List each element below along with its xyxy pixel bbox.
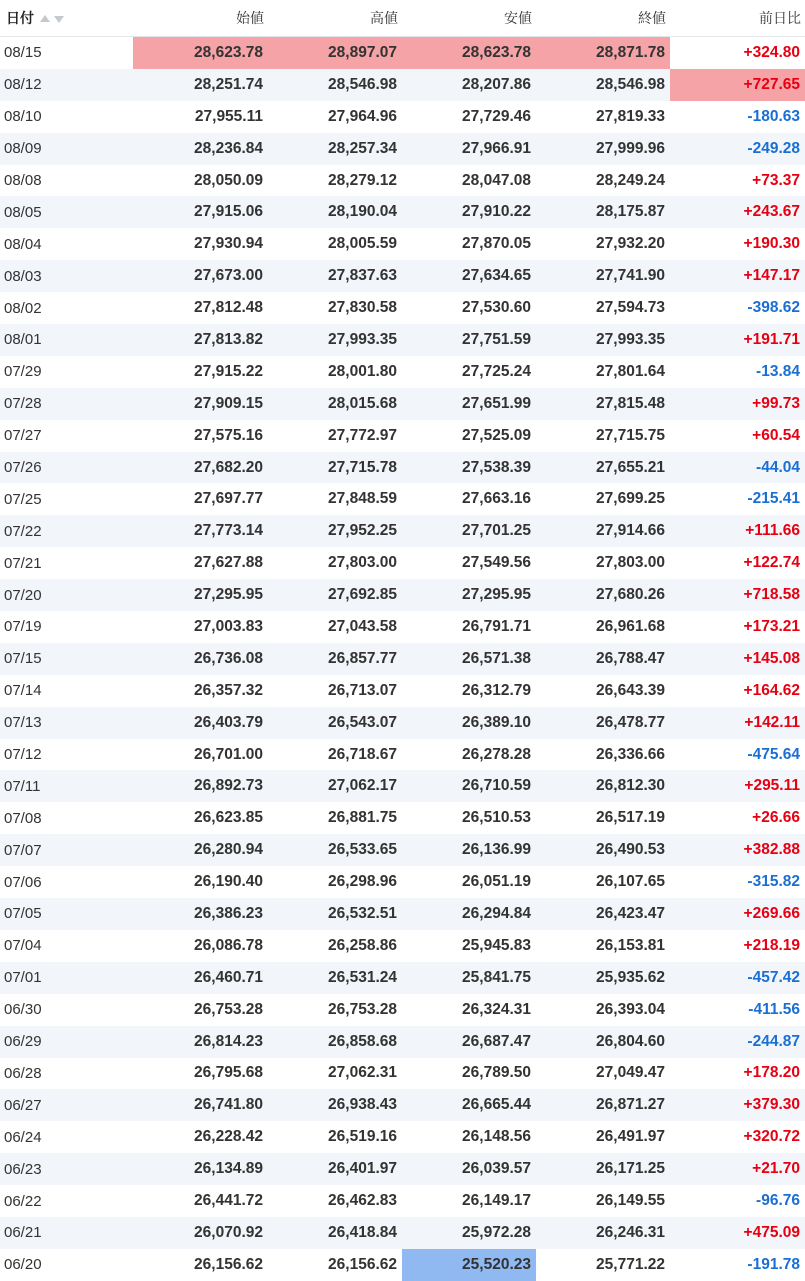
cell-low: 27,725.24	[462, 362, 531, 380]
cell-date: 07/14	[4, 682, 42, 700]
cell-date: 07/11	[4, 777, 41, 795]
cell-close: 27,699.25	[596, 490, 665, 508]
table-row	[0, 707, 805, 739]
cell-date: 07/28	[4, 395, 42, 413]
cell-change: -315.82	[747, 873, 800, 891]
cell-date: 06/30	[4, 1001, 42, 1019]
cell-close: 27,993.35	[596, 330, 665, 348]
cell-close: 26,246.31	[596, 1223, 665, 1241]
table-row	[0, 388, 805, 420]
cell-high: 26,753.28	[328, 1000, 397, 1018]
cell-high: 27,993.35	[328, 330, 397, 348]
table-row	[0, 834, 805, 866]
cell-high: 26,543.07	[328, 713, 397, 731]
cell-open: 28,251.74	[194, 75, 263, 93]
column-header-date-label: 日付	[6, 10, 34, 26]
cell-change: -44.04	[756, 458, 800, 476]
cell-close: 27,803.00	[596, 554, 665, 572]
cell-high: 28,897.07	[268, 37, 402, 69]
cell-low: 27,663.16	[462, 490, 531, 508]
table-row	[0, 1249, 805, 1281]
cell-high: 26,156.62	[328, 1255, 397, 1273]
cell-open: 26,460.71	[194, 968, 263, 986]
cell-date: 06/20	[4, 1256, 42, 1274]
cell-open: 27,575.16	[194, 426, 263, 444]
cell-high: 27,062.31	[328, 1064, 397, 1082]
cell-open: 27,909.15	[194, 394, 263, 412]
cell-high: 26,533.65	[328, 841, 397, 859]
table-row	[0, 994, 805, 1026]
table-row	[0, 69, 805, 101]
table-row	[0, 930, 805, 962]
cell-change: +320.72	[743, 1128, 800, 1146]
cell-open: 27,813.82	[194, 330, 263, 348]
cell-close: 25,771.22	[596, 1255, 665, 1273]
cell-close: 27,914.66	[596, 522, 665, 540]
cell-close: 26,517.19	[596, 809, 665, 827]
table-row	[0, 1121, 805, 1153]
table-row	[0, 1026, 805, 1058]
cell-change: +718.58	[743, 586, 800, 604]
cell-open: 27,915.22	[194, 362, 263, 380]
table-row	[0, 1089, 805, 1121]
cell-date: 07/06	[4, 873, 42, 891]
cell-close: 26,478.77	[596, 713, 665, 731]
cell-open: 26,701.00	[194, 745, 263, 763]
cell-date: 07/01	[4, 969, 42, 987]
cell-close: 26,149.55	[596, 1192, 665, 1209]
cell-date: 07/21	[4, 554, 42, 572]
table-row	[0, 579, 805, 611]
cell-date: 08/12	[4, 76, 42, 94]
cell-open: 26,228.42	[194, 1128, 263, 1146]
cell-low: 27,729.46	[462, 107, 531, 125]
cell-change: -13.84	[756, 362, 800, 380]
table-row	[0, 802, 805, 834]
cell-change: +475.09	[743, 1223, 800, 1241]
cell-low: 28,623.78	[402, 37, 536, 69]
table-row	[0, 452, 805, 484]
cell-low: 27,525.09	[462, 426, 531, 444]
cell-low: 25,945.83	[462, 936, 531, 954]
table-row	[0, 1153, 805, 1185]
cell-open: 26,753.28	[194, 1000, 263, 1018]
cell-close: 26,107.65	[596, 873, 665, 891]
column-header-open[interactable]: 始値	[236, 10, 264, 26]
cell-change: +73.37	[752, 171, 800, 189]
column-header-change[interactable]: 前日比	[759, 10, 801, 26]
table-header	[0, 0, 805, 37]
cell-low: 26,312.79	[462, 681, 531, 699]
cell-low: 27,651.99	[462, 394, 531, 412]
cell-change: +243.67	[743, 203, 800, 221]
cell-high: 26,858.68	[328, 1032, 397, 1050]
cell-low: 28,207.86	[462, 75, 531, 93]
sort-asc-icon[interactable]	[40, 15, 50, 22]
cell-low: 27,751.59	[462, 330, 531, 348]
cell-low: 26,389.10	[462, 713, 531, 731]
column-header-high[interactable]: 高値	[370, 10, 398, 26]
cell-low: 26,791.71	[462, 617, 531, 635]
cell-close: 27,715.75	[596, 426, 665, 444]
cell-high: 26,718.67	[328, 745, 397, 763]
cell-high: 27,043.58	[328, 617, 397, 635]
cell-close: 26,491.97	[596, 1128, 665, 1146]
cell-change: +164.62	[743, 681, 800, 699]
table-row	[0, 228, 805, 260]
column-header-low[interactable]: 安値	[504, 10, 532, 26]
cell-date: 08/02	[4, 299, 42, 317]
cell-open: 27,682.20	[194, 458, 263, 476]
cell-high: 26,258.86	[328, 936, 397, 954]
cell-open: 26,357.32	[194, 681, 263, 699]
cell-close: 27,801.64	[596, 362, 665, 380]
cell-change: -475.64	[747, 745, 800, 763]
cell-low: 26,665.44	[462, 1096, 531, 1114]
cell-high: 26,532.51	[328, 904, 397, 922]
cell-date: 06/23	[4, 1160, 42, 1178]
cell-change: +21.70	[752, 1160, 800, 1178]
cell-change: +190.30	[743, 235, 800, 253]
cell-low: 26,510.53	[462, 809, 531, 827]
sort-desc-icon[interactable]	[54, 16, 64, 23]
cell-change: +99.73	[752, 394, 800, 412]
cell-low: 25,841.75	[462, 968, 531, 986]
cell-open: 27,915.06	[194, 203, 263, 221]
cell-high: 26,881.75	[328, 809, 397, 827]
cell-open: 26,403.79	[194, 713, 263, 731]
cell-low: 27,295.95	[462, 586, 531, 604]
cell-date: 06/21	[4, 1224, 42, 1242]
cell-close: 26,961.68	[596, 617, 665, 635]
cell-close: 27,594.73	[596, 299, 665, 317]
cell-open: 26,070.92	[194, 1223, 263, 1241]
cell-open: 26,892.73	[194, 777, 263, 795]
cell-close: 28,249.24	[596, 171, 665, 189]
cell-low: 26,051.19	[462, 873, 531, 891]
cell-change: +269.66	[743, 904, 800, 922]
cell-date: 07/12	[4, 746, 42, 764]
table-row	[0, 739, 805, 771]
cell-date: 07/05	[4, 905, 42, 923]
cell-date: 07/29	[4, 363, 42, 381]
cell-open: 27,627.88	[194, 554, 263, 572]
cell-open: 26,814.23	[194, 1032, 263, 1050]
table-row	[0, 260, 805, 292]
cell-date: 08/08	[4, 172, 42, 189]
cell-date: 06/27	[4, 1096, 42, 1114]
sort-toggle[interactable]	[40, 1, 64, 37]
cell-open: 27,673.00	[194, 267, 263, 285]
cell-date: 07/08	[4, 809, 42, 827]
cell-high: 27,964.96	[328, 107, 397, 125]
cell-date: 07/04	[4, 937, 42, 955]
cell-change: +727.65	[670, 69, 805, 101]
cell-high: 27,830.58	[328, 299, 397, 317]
cell-date: 07/13	[4, 714, 42, 732]
cell-high: 26,298.96	[328, 873, 397, 891]
cell-change: +111.66	[745, 522, 800, 540]
cell-change: +178.20	[743, 1064, 800, 1082]
cell-close: 26,871.27	[596, 1096, 665, 1114]
cell-open: 27,697.77	[194, 490, 263, 508]
cell-high: 28,279.12	[328, 171, 397, 189]
cell-low: 27,530.60	[462, 299, 531, 317]
cell-low: 26,324.31	[462, 1000, 531, 1018]
cell-low: 27,910.22	[462, 203, 531, 221]
cell-close: 26,643.39	[596, 681, 665, 699]
table-row	[0, 483, 805, 515]
cell-high: 28,257.34	[328, 139, 397, 157]
column-header-close[interactable]: 終値	[638, 10, 666, 26]
cell-change: +122.74	[743, 554, 800, 572]
table-row	[0, 866, 805, 898]
cell-date: 08/15	[4, 44, 42, 62]
cell-close: 27,655.21	[596, 458, 665, 476]
table-row	[0, 515, 805, 547]
cell-open: 26,623.85	[194, 809, 263, 827]
cell-date: 08/09	[4, 140, 42, 158]
table-row	[0, 675, 805, 707]
cell-high: 28,005.59	[328, 235, 397, 253]
cell-date: 08/03	[4, 267, 42, 285]
cell-open: 28,050.09	[194, 171, 263, 189]
table-row	[0, 1217, 805, 1249]
cell-close: 27,741.90	[596, 267, 665, 285]
cell-high: 27,837.63	[328, 267, 397, 285]
cell-open: 27,930.94	[194, 235, 263, 253]
cell-close: 26,788.47	[596, 649, 665, 667]
cell-date: 06/29	[4, 1033, 42, 1051]
cell-close: 28,175.87	[596, 203, 665, 221]
cell-open: 28,623.78	[133, 37, 268, 69]
cell-low: 26,571.38	[462, 649, 531, 667]
cell-open: 26,134.89	[194, 1160, 263, 1178]
cell-change: -96.76	[756, 1192, 800, 1209]
table-row	[0, 420, 805, 452]
cell-close: 28,546.98	[596, 75, 665, 93]
cell-close: 26,490.53	[596, 841, 665, 859]
cell-high: 26,462.83	[328, 1192, 397, 1209]
cell-change: +173.21	[743, 617, 800, 635]
table-row	[0, 37, 805, 69]
cell-change: +295.11	[744, 777, 800, 795]
cell-low: 26,710.59	[462, 777, 531, 795]
table-body	[0, 37, 805, 1281]
cell-open: 27,003.83	[194, 617, 263, 635]
cell-date: 08/04	[4, 235, 42, 253]
cell-open: 27,773.14	[194, 522, 263, 540]
cell-high: 26,713.07	[328, 681, 397, 699]
cell-close: 27,999.96	[596, 139, 665, 157]
cell-high: 27,692.85	[328, 586, 397, 604]
cell-high: 27,952.25	[328, 522, 397, 540]
cell-low: 25,520.23	[402, 1249, 536, 1281]
cell-date: 07/27	[4, 427, 42, 445]
cell-open: 27,295.95	[194, 586, 263, 604]
table-row	[0, 292, 805, 324]
cell-high: 27,715.78	[328, 458, 397, 476]
table-row	[0, 547, 805, 579]
cell-low: 27,870.05	[462, 235, 531, 253]
cell-high: 28,546.98	[328, 75, 397, 93]
cell-date: 07/15	[4, 650, 42, 668]
cell-open: 26,190.40	[194, 873, 263, 891]
table-row	[0, 165, 805, 197]
table-row	[0, 770, 805, 802]
cell-low: 27,966.91	[462, 139, 531, 157]
cell-change: -398.62	[747, 299, 800, 317]
cell-open: 26,795.68	[194, 1064, 263, 1082]
cell-high: 27,848.59	[328, 490, 397, 508]
cell-open: 26,741.80	[194, 1096, 263, 1114]
cell-close: 26,171.25	[596, 1160, 665, 1178]
table-row	[0, 324, 805, 356]
cell-close: 27,049.47	[596, 1064, 665, 1082]
cell-high: 28,190.04	[328, 203, 397, 221]
cell-date: 07/26	[4, 459, 42, 477]
cell-high: 27,772.97	[328, 426, 397, 444]
cell-change: +379.30	[743, 1096, 800, 1114]
cell-close: 27,680.26	[596, 586, 665, 604]
cell-high: 26,418.84	[328, 1223, 397, 1241]
cell-change: +382.88	[743, 841, 800, 859]
cell-low: 25,972.28	[462, 1223, 531, 1241]
table-row	[0, 1185, 805, 1217]
cell-low: 26,789.50	[462, 1064, 531, 1082]
table-row	[0, 133, 805, 165]
cell-open: 27,955.11	[194, 107, 263, 125]
table-row	[0, 898, 805, 930]
cell-open: 26,441.72	[194, 1192, 263, 1209]
cell-change: +191.71	[743, 330, 800, 348]
cell-close: 26,336.66	[596, 745, 665, 763]
cell-date: 07/22	[4, 522, 42, 540]
cell-change: +218.19	[743, 936, 800, 954]
cell-close: 26,804.60	[596, 1032, 665, 1050]
cell-low: 26,148.56	[462, 1128, 531, 1146]
cell-high: 26,857.77	[328, 649, 397, 667]
cell-change: +60.54	[752, 426, 800, 444]
cell-close: 27,815.48	[596, 394, 665, 412]
cell-open: 26,156.62	[194, 1255, 263, 1273]
cell-change: +324.80	[743, 43, 800, 61]
table-row	[0, 611, 805, 643]
cell-low: 26,136.99	[462, 841, 531, 859]
table-row	[0, 1058, 805, 1090]
cell-open: 26,086.78	[194, 936, 263, 954]
cell-change: +142.11	[744, 713, 800, 731]
cell-low: 26,687.47	[462, 1032, 531, 1050]
cell-high: 27,062.17	[328, 777, 397, 795]
cell-date: 07/07	[4, 841, 42, 859]
cell-change: -215.41	[747, 490, 800, 508]
cell-close: 26,153.81	[596, 936, 665, 954]
cell-low: 26,278.28	[462, 745, 531, 763]
cell-low: 26,039.57	[462, 1160, 531, 1178]
column-header-date[interactable]	[0, 0, 133, 36]
cell-high: 26,938.43	[328, 1096, 397, 1114]
cell-open: 26,280.94	[194, 841, 263, 859]
table-row	[0, 196, 805, 228]
cell-change: -249.28	[747, 139, 800, 157]
cell-date: 06/24	[4, 1128, 42, 1146]
cell-close: 27,819.33	[596, 107, 665, 125]
cell-date: 07/19	[4, 618, 42, 636]
cell-change: -180.63	[747, 107, 800, 125]
cell-low: 27,538.39	[462, 458, 531, 476]
cell-date: 07/20	[4, 586, 42, 604]
cell-change: +145.08	[743, 649, 800, 667]
cell-close: 27,932.20	[596, 235, 665, 253]
table-row	[0, 101, 805, 133]
cell-date: 06/22	[4, 1192, 42, 1210]
cell-high: 27,803.00	[328, 554, 397, 572]
cell-low: 26,149.17	[462, 1192, 531, 1209]
cell-date: 08/01	[4, 331, 42, 349]
cell-open: 27,812.48	[194, 299, 263, 317]
cell-date: 07/25	[4, 490, 42, 508]
cell-change: +26.66	[752, 809, 800, 827]
cell-close: 28,871.78	[536, 37, 670, 69]
cell-change: +147.17	[743, 267, 800, 285]
cell-date: 06/28	[4, 1064, 42, 1082]
cell-change: -457.42	[747, 968, 800, 986]
cell-low: 28,047.08	[462, 171, 531, 189]
cell-change: -191.78	[747, 1255, 800, 1273]
cell-close: 26,423.47	[596, 904, 665, 922]
cell-close: 26,393.04	[596, 1000, 665, 1018]
cell-close: 25,935.62	[596, 968, 665, 986]
cell-close: 26,812.30	[596, 777, 665, 795]
cell-open: 26,386.23	[194, 904, 263, 922]
table-row	[0, 643, 805, 675]
cell-open: 28,236.84	[194, 139, 263, 157]
table-row	[0, 356, 805, 388]
cell-high: 28,001.80	[328, 362, 397, 380]
cell-high: 26,519.16	[328, 1128, 397, 1146]
cell-low: 27,549.56	[462, 554, 531, 572]
cell-high: 26,401.97	[328, 1160, 397, 1178]
cell-low: 27,634.65	[462, 267, 531, 285]
cell-change: -411.56	[748, 1000, 800, 1018]
cell-low: 26,294.84	[462, 904, 531, 922]
cell-date: 08/10	[4, 108, 42, 126]
cell-change: -244.87	[747, 1032, 800, 1050]
table-row	[0, 962, 805, 994]
cell-low: 27,701.25	[462, 522, 531, 540]
cell-date: 08/05	[4, 203, 42, 221]
cell-open: 26,736.08	[194, 649, 263, 667]
cell-high: 28,015.68	[328, 394, 397, 412]
cell-high: 26,531.24	[328, 968, 397, 986]
